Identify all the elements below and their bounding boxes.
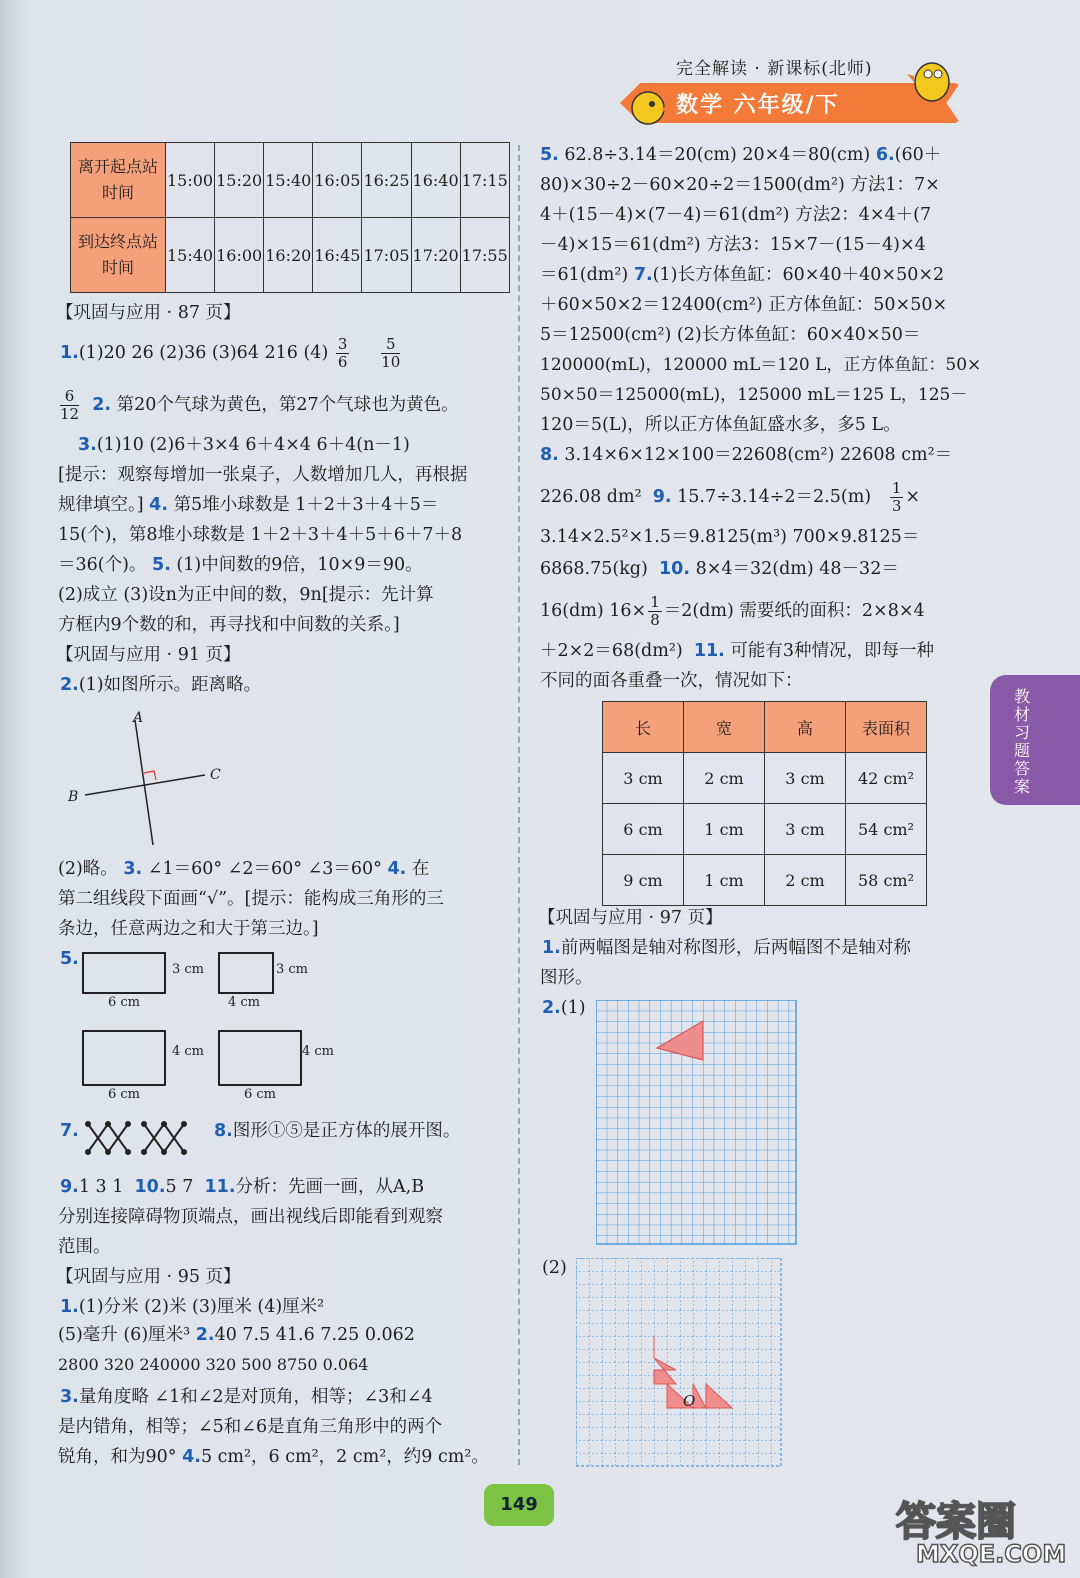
answer-line: 15(个)，第8堆小球数是 1＋2＋3＋4＋5＋6＋7＋8 <box>58 525 463 545</box>
answer-line: 4＋(15－4)×(7－4)＝61(dm²) 方法2：4×4＋(7 <box>540 205 932 225</box>
answer-line: 条边，任意两边之和大于第三边。] <box>58 919 319 939</box>
point-label-c: C <box>210 767 221 783</box>
rotation-grid-2 <box>576 1258 784 1468</box>
line-matching-figure <box>84 1120 194 1156</box>
answer-line: 3.14×2.5²×1.5＝9.8125(m³) 700×9.8125＝ <box>540 527 920 547</box>
bird-icon <box>626 84 670 128</box>
answer-line: 6868.75(kg) 10. 8×4＝32(dm) 48－32＝ <box>540 559 899 579</box>
answer-line: 第二组线段下面画“√”。[提示：能构成三角形的三 <box>58 889 444 909</box>
page-number: 149 <box>484 1484 554 1526</box>
answer-line: (2) <box>542 1258 567 1278</box>
answer-line: ＋60×50×2＝12400(cm²) 正方体鱼缸：50×50× <box>540 295 948 315</box>
answer-line: 方框内9个数的和，再寻找和中间数的关系。] <box>58 615 400 635</box>
row-header: 离开起点站时间 <box>71 143 166 218</box>
section-heading: 【巩固与应用 · 91 页】 <box>56 645 241 665</box>
side-tab <box>990 675 1080 805</box>
answer-line: 范围。 <box>58 1237 111 1257</box>
answer-line: ＝36(个)。 5. (1)中间数的9倍，10×9＝90。 <box>58 555 423 575</box>
answer-line: 3.(1)10 (2)6＋3×4 6＋4×4 6＋4(n－1) <box>78 435 410 455</box>
answer-line: 16(dm) 16× $\frac{1}{8}$ ＝2(dm) 需要纸的面积：2×8×4 <box>540 593 925 629</box>
fraction: $\frac{1}{3}$ <box>891 479 902 515</box>
fraction: $\frac{1}{8}$ <box>650 593 660 629</box>
symmetry-grid-1 <box>596 1000 800 1246</box>
section-heading: 【巩固与应用 · 87 页】 <box>56 303 241 323</box>
point-label-b: B <box>68 789 79 805</box>
answer-line: ＝61(dm²) 7.(1)长方体鱼缸：60×40＋40×50×2 <box>540 265 945 285</box>
table-row: 9 cm 1 cm 2 cm 58 cm² <box>603 855 927 906</box>
side-tab-label: 教材习题答案 <box>1014 687 1031 796</box>
answer-line: 1.(1)分米 (2)米 (3)厘米 (4)厘米² <box>60 1297 325 1317</box>
point-label-o: O <box>683 1392 696 1410</box>
answer-line: (5)毫升 (6)厘米³ 2.40 7.5 41.6 7.25 0.062 <box>58 1325 415 1345</box>
textbook-page: 完全解读 · 新课标(北师) 数学 六年级/下 教材习题答案 离开起点站时间 15:00 15:20 15:40 16:05 16:25 16:40 17:15 到达终点站时间 15:40 16:00 16:20 16:45 17:05 17:20 17:55 【巩固与应用 · 87 页】 1.(1)20 26 (2)36 (3)64 216 (4) $\frac{3}{6}$ $\frac{5}{10}$ $\frac{6}{12}$ 2. 第20个气球为黄色，第27个气球也为黄色。 3.(1)10 (2)6＋3×4 6＋4×4 6＋4(n－1) [提示：观察每增加一张桌子，人数增加几人，再根据 规律填空。] 4. 第5堆小球数是 1＋2＋3＋4＋5＝ 15(个)，第8堆小球数是 1＋2＋3＋4＋5＋6＋7＋8 ＝36(个)。 5. (1)中间数的9倍，10×9＝90。 (2)成立 (3)设n为正中间的数，9n[提示：先计算 方框内9个数的和，再寻找和中间数的关系。] 【巩固与应用 · 91 页】 2.(1)如图所示。距离略。 A B C (2)略。 3. ∠1＝60° ∠2＝60° ∠3＝60° 4. 在 第二组线段下面画“√”。[提示：能构成三角形的三 条边，任意两边之和大于第三边。] 5. 3 cm 6 cm 3 cm 4 cm 4 cm 6 cm 4 cm 6 cm 7. 8.图形①⑤是正方体的展开图。 9.1 3 1 10.5 7 11.分析：先画一画，从A,B 分别连接障碍物顶端点，画出视线后即能看到观察 范围。 【巩固与应用 · 95 页】 1.(1)分米 (2)米 (3)厘米 (4)厘米² (5)毫升 (6)厘米³ 2.40 7.5 41.6 7.25 0.062 2800 320 240000 320 500 8750 0.064 3.量角度略 ∠1和∠2是对顶角，相等；∠3和∠4 是内错角，相等；∠5和∠6是直角三角形中的两个 锐角，和为90° 4.5 cm²，6 cm²，2 cm²，约9 cm²。 5. 62.8÷3.14＝20(cm) 20×4＝80(cm) 6.(60＋ 80)×30÷2－60×20÷2＝1500(dm²) 方法1：7× 4＋(15－4)×(7－4)＝61(dm²) 方法2：4×4＋(7 －4)×15＝61(dm²) 方法3：15×7－(15－4)×4 ＝61(dm²) 7.(1)长方体鱼缸：60×40＋40×50×2 ＋60×50×2＝12400(cm²) 正方体鱼缸：50×50× 5＝12500(cm²) (2)长方体鱼缸：60×40×50＝ 120000(mL)，120000 mL＝120 L，正方体鱼缸：50× 50×50＝125000(mL)，125000 mL＝125 L，125－ 120＝5(L)，所以正方体鱼缸盛水多，多5 L。 8. 3.14×6×12×100＝22608(cm²) 22608 cm²＝ 226.08 dm² 9. 15.7÷3.14÷2＝2.5(m) $\frac{1}{3}$ × 3.14×2.5²×1.5＝9.8125(m³) 700×9.8125＝ 6868.75(kg) 10. 8×4＝32(dm) 48－32＝ 16(dm) 16× $\frac{1}{8}$ ＝2(dm) 需要纸的面积：2×8×4 ＋2×2＝68(dm²) 11. 可能有3种情况，即每一种 不同的面各重叠一次，情况如下： 长 宽 高 表面积 3 cm 2 cm 3 cm 42 cm² 6 cm 1 cm 3 cm 54 cm² 9 cm 1 cm 2 cm 58 cm² 【巩固与应用 · 97 页】 1.前两幅图是轴对称图形，后两幅图不是轴对称 图形。 2.(1) (2) O 149 答案圈 MXQE.COM <box>0 0 1080 1578</box>
watermark-logo: 答案圈 MXQE.COM <box>896 1499 1067 1568</box>
section-heading: 【巩固与应用 · 95 页】 <box>56 1267 241 1287</box>
table-row: 到达终点站时间 15:40 16:00 16:20 16:45 17:05 17:20 17:55 <box>71 218 510 293</box>
answer-line: －4)×15＝61(dm²) 方法3：15×7－(15－4)×4 <box>540 235 926 255</box>
dimension-table <box>602 701 927 906</box>
answer-line: (2)成立 (3)设n为正中间的数，9n[提示：先计算 <box>58 585 434 605</box>
column-divider <box>518 145 520 1465</box>
subject-label: 数学 六年级/下 <box>676 93 840 118</box>
table-row: 6 cm 1 cm 3 cm 54 cm² <box>603 804 927 855</box>
answer-line: 8. 3.14×6×12×100＝22608(cm²) 22608 cm²＝ <box>540 445 953 465</box>
answer-line: [提示：观察每增加一张桌子，人数增加几人，再根据 <box>58 465 468 485</box>
answer-line: 不同的面各重叠一次，情况如下： <box>540 671 803 691</box>
fraction: $\frac{6}{12}$ <box>60 387 80 423</box>
row-header: 到达终点站时间 <box>71 218 166 293</box>
series-title: 完全解读 · 新课标(北师) <box>676 59 873 79</box>
answer-line: 1.(1)20 26 (2)36 (3)64 216 (4) $\frac{3}{6}$ $\frac{5}{10}$ <box>60 335 401 371</box>
table-header-row: 长 宽 高 表面积 <box>603 702 927 753</box>
point-label-a: A <box>133 710 144 726</box>
table-row: 3 cm 2 cm 3 cm 42 cm² <box>603 753 927 804</box>
fraction: $\frac{5}{10}$ <box>381 335 401 371</box>
answer-line: 2.(1)如图所示。距离略。 <box>60 675 262 695</box>
answer-line: 5＝12500(cm²) (2)长方体鱼缸：60×40×50＝ <box>540 325 921 345</box>
answer-line: (2)略。 3. ∠1＝60° ∠2＝60° ∠3＝60° 4. 在 <box>58 859 430 879</box>
answer-line: 规律填空。] 4. 第5堆小球数是 1＋2＋3＋4＋5＝ <box>58 495 439 515</box>
answer-line: $\frac{6}{12}$ 2. 第20个气球为黄色，第27个气球也为黄色。 <box>60 387 459 423</box>
answer-line: 1.前两幅图是轴对称图形，后两幅图不是轴对称 <box>542 938 911 958</box>
answer-line: 120000(mL)，120000 mL＝120 L，正方体鱼缸：50× <box>540 355 982 375</box>
answer-line: 锐角，和为90° 4.5 cm²，6 cm²，2 cm²，约9 cm²。 <box>58 1447 489 1467</box>
question-number: 7. <box>60 1121 79 1141</box>
answer-line: 5. 62.8÷3.14＝20(cm) 20×4＝80(cm) 6.(60＋ <box>540 145 942 165</box>
rectangle <box>82 1030 166 1086</box>
answer-line: 120＝5(L)，所以正方体鱼缸盛水多，多5 L。 <box>540 415 901 435</box>
answer-line: 80)×30÷2－60×20÷2＝1500(dm²) 方法1：7× <box>540 175 940 195</box>
answer-line: 分别连接障碍物顶端点，画出视线后即能看到观察 <box>58 1207 443 1227</box>
answer-line: 3.量角度略 ∠1和∠2是对顶角，相等；∠3和∠4 <box>60 1387 433 1407</box>
table-row: 离开起点站时间 15:00 15:20 15:40 16:05 16:25 16:40 17:15 <box>71 143 510 218</box>
section-heading: 【巩固与应用 · 97 页】 <box>538 908 723 928</box>
answer-line: ＋2×2＝68(dm²) 11. 可能有3种情况，即每一种 <box>540 641 935 661</box>
rectangle <box>218 1030 302 1086</box>
answer-line: 8.图形①⑤是正方体的展开图。 <box>214 1121 461 1141</box>
bus-timetable <box>70 142 510 293</box>
answer-line: 2.(1) <box>542 998 586 1018</box>
answer-line: 50×50＝125000(mL)，125000 mL＝125 L，125－ <box>540 385 968 405</box>
question-number: 5. <box>60 949 79 969</box>
fraction: $\frac{3}{6}$ <box>337 335 348 371</box>
answer-line: 226.08 dm² 9. 15.7÷3.14÷2＝2.5(m) $\frac{1}{3}$ × <box>540 479 921 515</box>
answer-line: 2800 320 240000 320 500 8750 0.064 <box>58 1355 369 1374</box>
answer-line: 是内错角，相等；∠5和∠6是直角三角形中的两个 <box>58 1417 443 1437</box>
answer-line: 图形。 <box>540 968 593 988</box>
bird-icon <box>906 52 954 108</box>
answer-line: 9.1 3 1 10.5 7 11.分析：先画一画，从A,B <box>60 1177 425 1197</box>
